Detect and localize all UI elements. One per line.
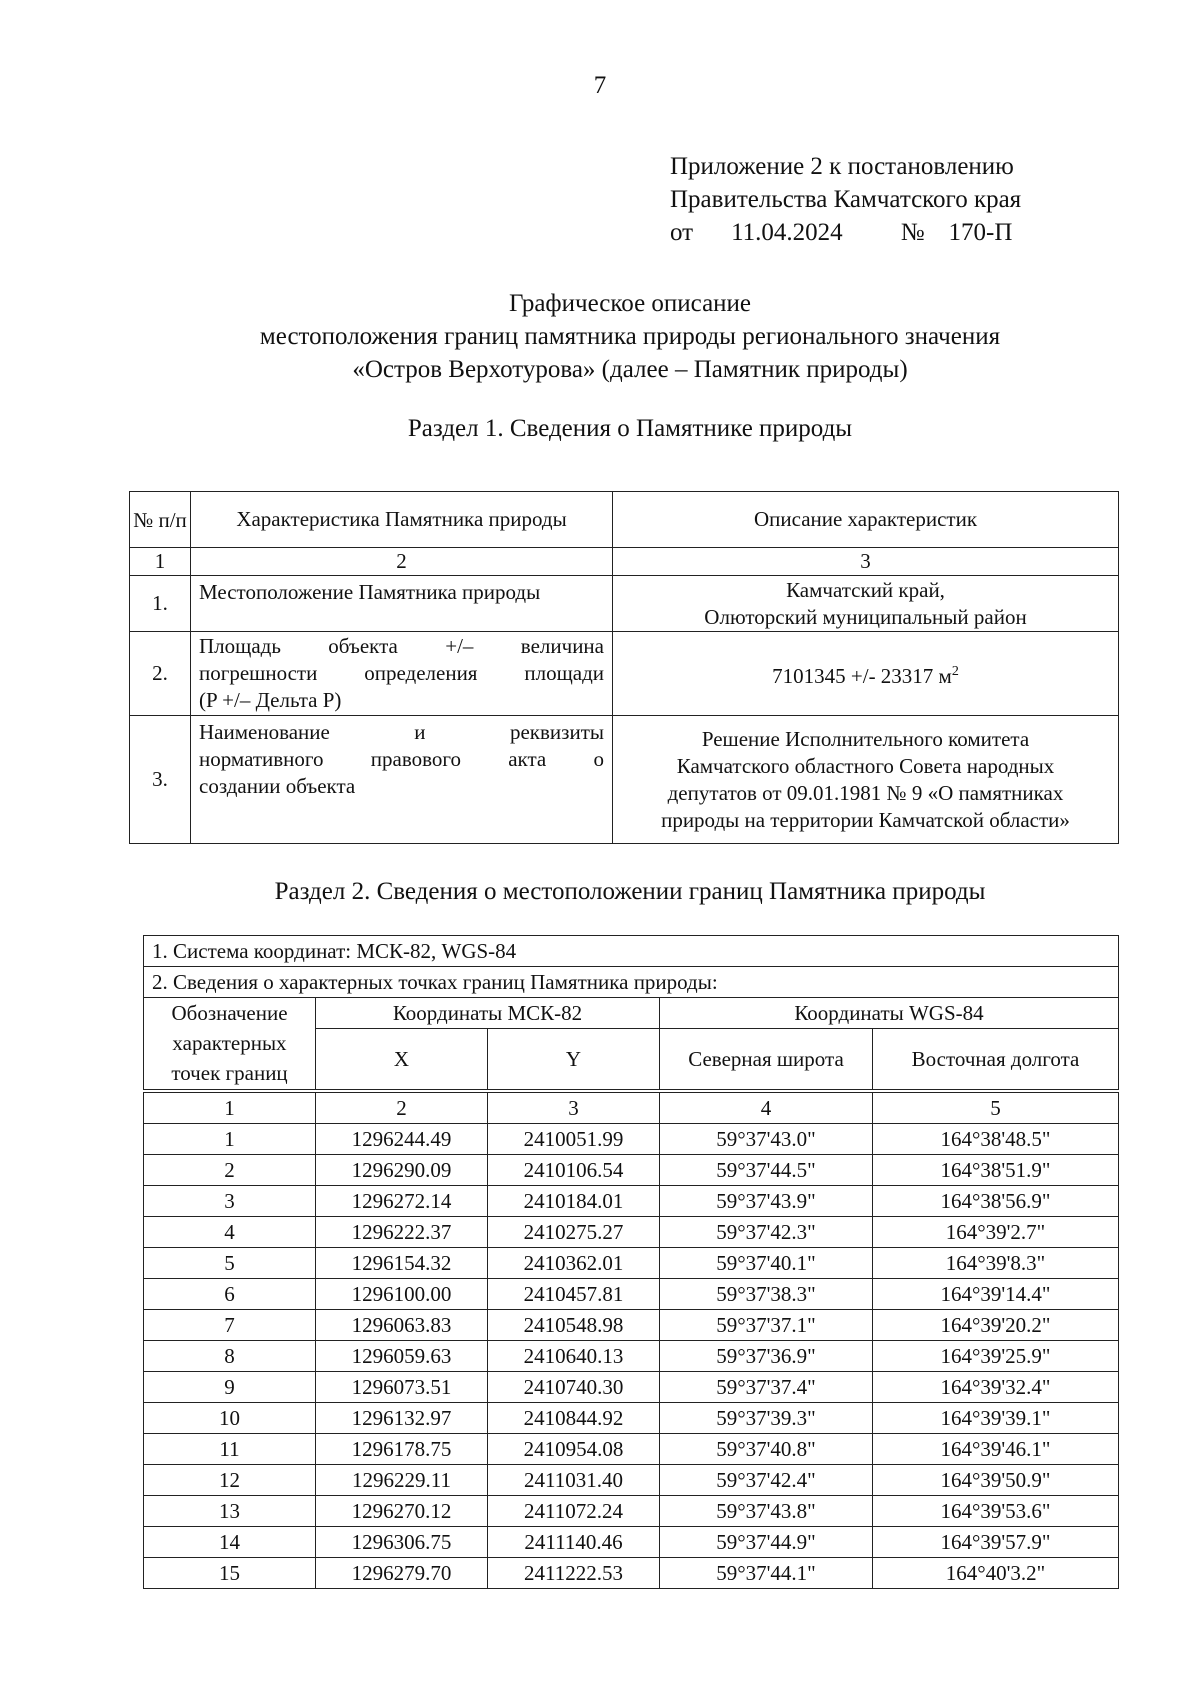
longitude: 164°39'50.9"	[873, 1464, 1119, 1495]
header-wgs: Координаты WGS-84	[660, 998, 1119, 1029]
header-y: Y	[488, 1029, 660, 1091]
table-row	[144, 1154, 1119, 1185]
point-id: 6	[144, 1278, 316, 1309]
coord-x: 1296270.12	[316, 1495, 488, 1526]
document-title-line-1: Графическое описание	[508, 290, 752, 317]
latitude: 59°37'44.1"	[660, 1557, 873, 1588]
table-row	[144, 1340, 1119, 1371]
longitude: 164°39'14.4"	[873, 1278, 1119, 1309]
characteristic-line: Наименование и реквизиты	[199, 720, 604, 744]
points-info: 2. Сведения о характерных точках границ Памятника природы:	[144, 967, 1119, 998]
coord-x: 1296290.09	[316, 1154, 488, 1185]
table-row	[144, 1216, 1119, 1247]
coord-y: 2410275.27	[488, 1216, 660, 1247]
latitude: 59°37'37.1"	[660, 1309, 873, 1340]
header-num: № п/п	[130, 492, 191, 548]
coord-y: 2411072.24	[488, 1495, 660, 1526]
row-description	[613, 716, 1119, 844]
latitude: 59°37'37.4"	[660, 1371, 873, 1402]
longitude: 164°38'48.5"	[873, 1123, 1119, 1154]
latitude: 59°37'43.0"	[660, 1123, 873, 1154]
longitude: 164°39'2.7"	[873, 1216, 1119, 1247]
table-row	[144, 1371, 1119, 1402]
row-description	[613, 632, 1119, 716]
column-number-row	[130, 548, 1119, 576]
coord-x: 1296059.63	[316, 1340, 488, 1371]
appendix-line-2: Правительства Камчатского края	[670, 186, 1022, 213]
point-id: 7	[144, 1309, 316, 1340]
description-line: Решение Исполнительного комитета	[701, 726, 1030, 751]
latitude: 59°37'40.1"	[660, 1247, 873, 1278]
column-number: 5	[873, 1091, 1119, 1124]
table-row	[144, 1464, 1119, 1495]
area-value: 7101345 +/- 23317 м	[772, 663, 952, 688]
longitude: 164°39'39.1"	[873, 1402, 1119, 1433]
table-header-row	[130, 492, 1119, 548]
appendix-reference	[670, 216, 1021, 249]
coord-x: 1296178.75	[316, 1433, 488, 1464]
longitude: 164°39'20.2"	[873, 1309, 1119, 1340]
coord-y: 2410740.30	[488, 1371, 660, 1402]
header-x: X	[316, 1029, 488, 1091]
table-row	[144, 1402, 1119, 1433]
coord-x: 1296229.11	[316, 1464, 488, 1495]
point-id: 2	[144, 1154, 316, 1185]
coord-y: 2411031.40	[488, 1464, 660, 1495]
row-characteristic	[191, 716, 613, 844]
table-row	[130, 576, 1119, 632]
table-row	[144, 1557, 1119, 1588]
coord-y: 2410548.98	[488, 1309, 660, 1340]
description-line: Камчатского областного Совета народных	[676, 753, 1055, 778]
longitude: 164°39'46.1"	[873, 1433, 1119, 1464]
table-row	[144, 1309, 1119, 1340]
document-title-line-2: местоположения границ памятника природы регионального значения	[259, 323, 1001, 350]
characteristic-line: погрешности определения площади	[199, 661, 604, 685]
coord-x: 1296222.37	[316, 1216, 488, 1247]
header-lat: Северная широта	[660, 1029, 873, 1091]
table-row	[144, 1526, 1119, 1557]
appendix-line-1: Приложение 2 к постановлению	[670, 153, 1014, 180]
latitude: 59°37'40.8"	[660, 1433, 873, 1464]
coord-x: 1296100.00	[316, 1278, 488, 1309]
latitude: 59°37'36.9"	[660, 1340, 873, 1371]
coord-system-row	[144, 936, 1119, 967]
coord-y: 2410362.01	[488, 1247, 660, 1278]
latitude: 59°37'44.9"	[660, 1526, 873, 1557]
point-id: 14	[144, 1526, 316, 1557]
document-title-line-3: «Остров Верхотурова» (далее – Памятник природы)	[352, 356, 908, 383]
area-unit-superscript: 2	[951, 663, 959, 679]
description-line: природы на территории Камчатской области»	[661, 807, 1070, 832]
coord-y: 2410184.01	[488, 1185, 660, 1216]
coord-x: 1296063.83	[316, 1309, 488, 1340]
column-number: 2	[316, 1091, 488, 1124]
header-msk: Координаты МСК-82	[316, 998, 660, 1029]
row-description	[613, 576, 1119, 632]
row-characteristic: Местоположение Памятника природы	[191, 576, 613, 632]
row-characteristic	[191, 632, 613, 716]
row-num: 2.	[130, 632, 191, 716]
coord-y: 2410051.99	[488, 1123, 660, 1154]
table-row	[144, 1247, 1119, 1278]
coord-x: 1296132.97	[316, 1402, 488, 1433]
characteristic-line: создании объекта	[199, 774, 356, 798]
point-id: 3	[144, 1185, 316, 1216]
latitude: 59°37'39.3"	[660, 1402, 873, 1433]
appendix-number-sign: №	[900, 219, 925, 246]
header-point: Обозначение характерных точек границ	[144, 998, 316, 1091]
column-number: 1	[144, 1091, 316, 1124]
longitude: 164°39'53.6"	[873, 1495, 1119, 1526]
characteristic-line: (P +/– Дельта P)	[199, 688, 342, 712]
description-line: Олюторский муниципальный район	[704, 604, 1027, 629]
header-characteristic: Характеристика Памятника природы	[191, 492, 613, 548]
longitude: 164°40'3.2"	[873, 1557, 1119, 1588]
column-number-row	[144, 1091, 1119, 1124]
table-row	[144, 1185, 1119, 1216]
appendix-number: 170-П	[948, 219, 1013, 246]
point-id: 15	[144, 1557, 316, 1588]
coord-system: 1. Система координат: МСК-82, WGS-84	[144, 936, 1119, 967]
table-row	[144, 1495, 1119, 1526]
row-num: 3.	[130, 716, 191, 844]
coord-x: 1296154.32	[316, 1247, 488, 1278]
point-id: 10	[144, 1402, 316, 1433]
header-lon: Восточная долгота	[873, 1029, 1119, 1091]
point-id: 1	[144, 1123, 316, 1154]
longitude: 164°38'51.9"	[873, 1154, 1119, 1185]
boundary-points-table	[143, 935, 1119, 1589]
header-description: Описание характеристик	[613, 492, 1119, 548]
characteristics-table	[129, 491, 1119, 844]
column-number: 3	[488, 1091, 660, 1124]
page-number: 7	[593, 72, 607, 99]
description-line: депутатов от 09.01.1981 № 9 «О памятниках	[667, 780, 1064, 805]
table-row	[144, 1433, 1119, 1464]
longitude: 164°39'25.9"	[873, 1340, 1119, 1371]
coord-y: 2410457.81	[488, 1278, 660, 1309]
point-id: 5	[144, 1247, 316, 1278]
appendix-from-label: от	[670, 219, 694, 246]
table-row	[130, 632, 1119, 716]
point-id: 13	[144, 1495, 316, 1526]
latitude: 59°37'43.9"	[660, 1185, 873, 1216]
point-id: 4	[144, 1216, 316, 1247]
section-1-heading: Раздел 1. Сведения о Памятнике природы	[407, 415, 853, 442]
document-title	[0, 287, 1200, 386]
coord-x: 1296306.75	[316, 1526, 488, 1557]
appendix-block	[670, 150, 1021, 249]
coord-y: 2411222.53	[488, 1557, 660, 1588]
section-2-heading: Раздел 2. Сведения о местоположении границ Памятника природы	[274, 878, 986, 905]
coord-y: 2410640.13	[488, 1340, 660, 1371]
table-row	[130, 716, 1119, 844]
appendix-date: 11.04.2024	[731, 219, 843, 246]
latitude: 59°37'44.5"	[660, 1154, 873, 1185]
latitude: 59°37'42.3"	[660, 1216, 873, 1247]
characteristic-line: Площадь объекта +/– величина	[199, 634, 604, 658]
column-number: 2	[191, 548, 613, 576]
description-line: Камчатский край,	[786, 577, 945, 602]
point-id: 12	[144, 1464, 316, 1495]
coord-x: 1296244.49	[316, 1123, 488, 1154]
column-number: 4	[660, 1091, 873, 1124]
longitude: 164°38'56.9"	[873, 1185, 1119, 1216]
column-number: 1	[130, 548, 191, 576]
characteristic-line: нормативного правового акта о	[199, 747, 604, 771]
latitude: 59°37'42.4"	[660, 1464, 873, 1495]
coord-y: 2411140.46	[488, 1526, 660, 1557]
column-number: 3	[613, 548, 1119, 576]
longitude: 164°39'57.9"	[873, 1526, 1119, 1557]
coord-x: 1296279.70	[316, 1557, 488, 1588]
table-row	[144, 1123, 1119, 1154]
latitude: 59°37'38.3"	[660, 1278, 873, 1309]
row-num: 1.	[130, 576, 191, 632]
coord-y: 2410954.08	[488, 1433, 660, 1464]
coord-x: 1296073.51	[316, 1371, 488, 1402]
point-id: 11	[144, 1433, 316, 1464]
point-id: 8	[144, 1340, 316, 1371]
coord-y: 2410844.92	[488, 1402, 660, 1433]
coord-x: 1296272.14	[316, 1185, 488, 1216]
point-id: 9	[144, 1371, 316, 1402]
points-info-row	[144, 967, 1119, 998]
points-body	[144, 1123, 1119, 1588]
longitude: 164°39'8.3"	[873, 1247, 1119, 1278]
latitude: 59°37'43.8"	[660, 1495, 873, 1526]
table-header-row	[144, 998, 1119, 1029]
longitude: 164°39'32.4"	[873, 1371, 1119, 1402]
coord-y: 2410106.54	[488, 1154, 660, 1185]
table-row	[144, 1278, 1119, 1309]
